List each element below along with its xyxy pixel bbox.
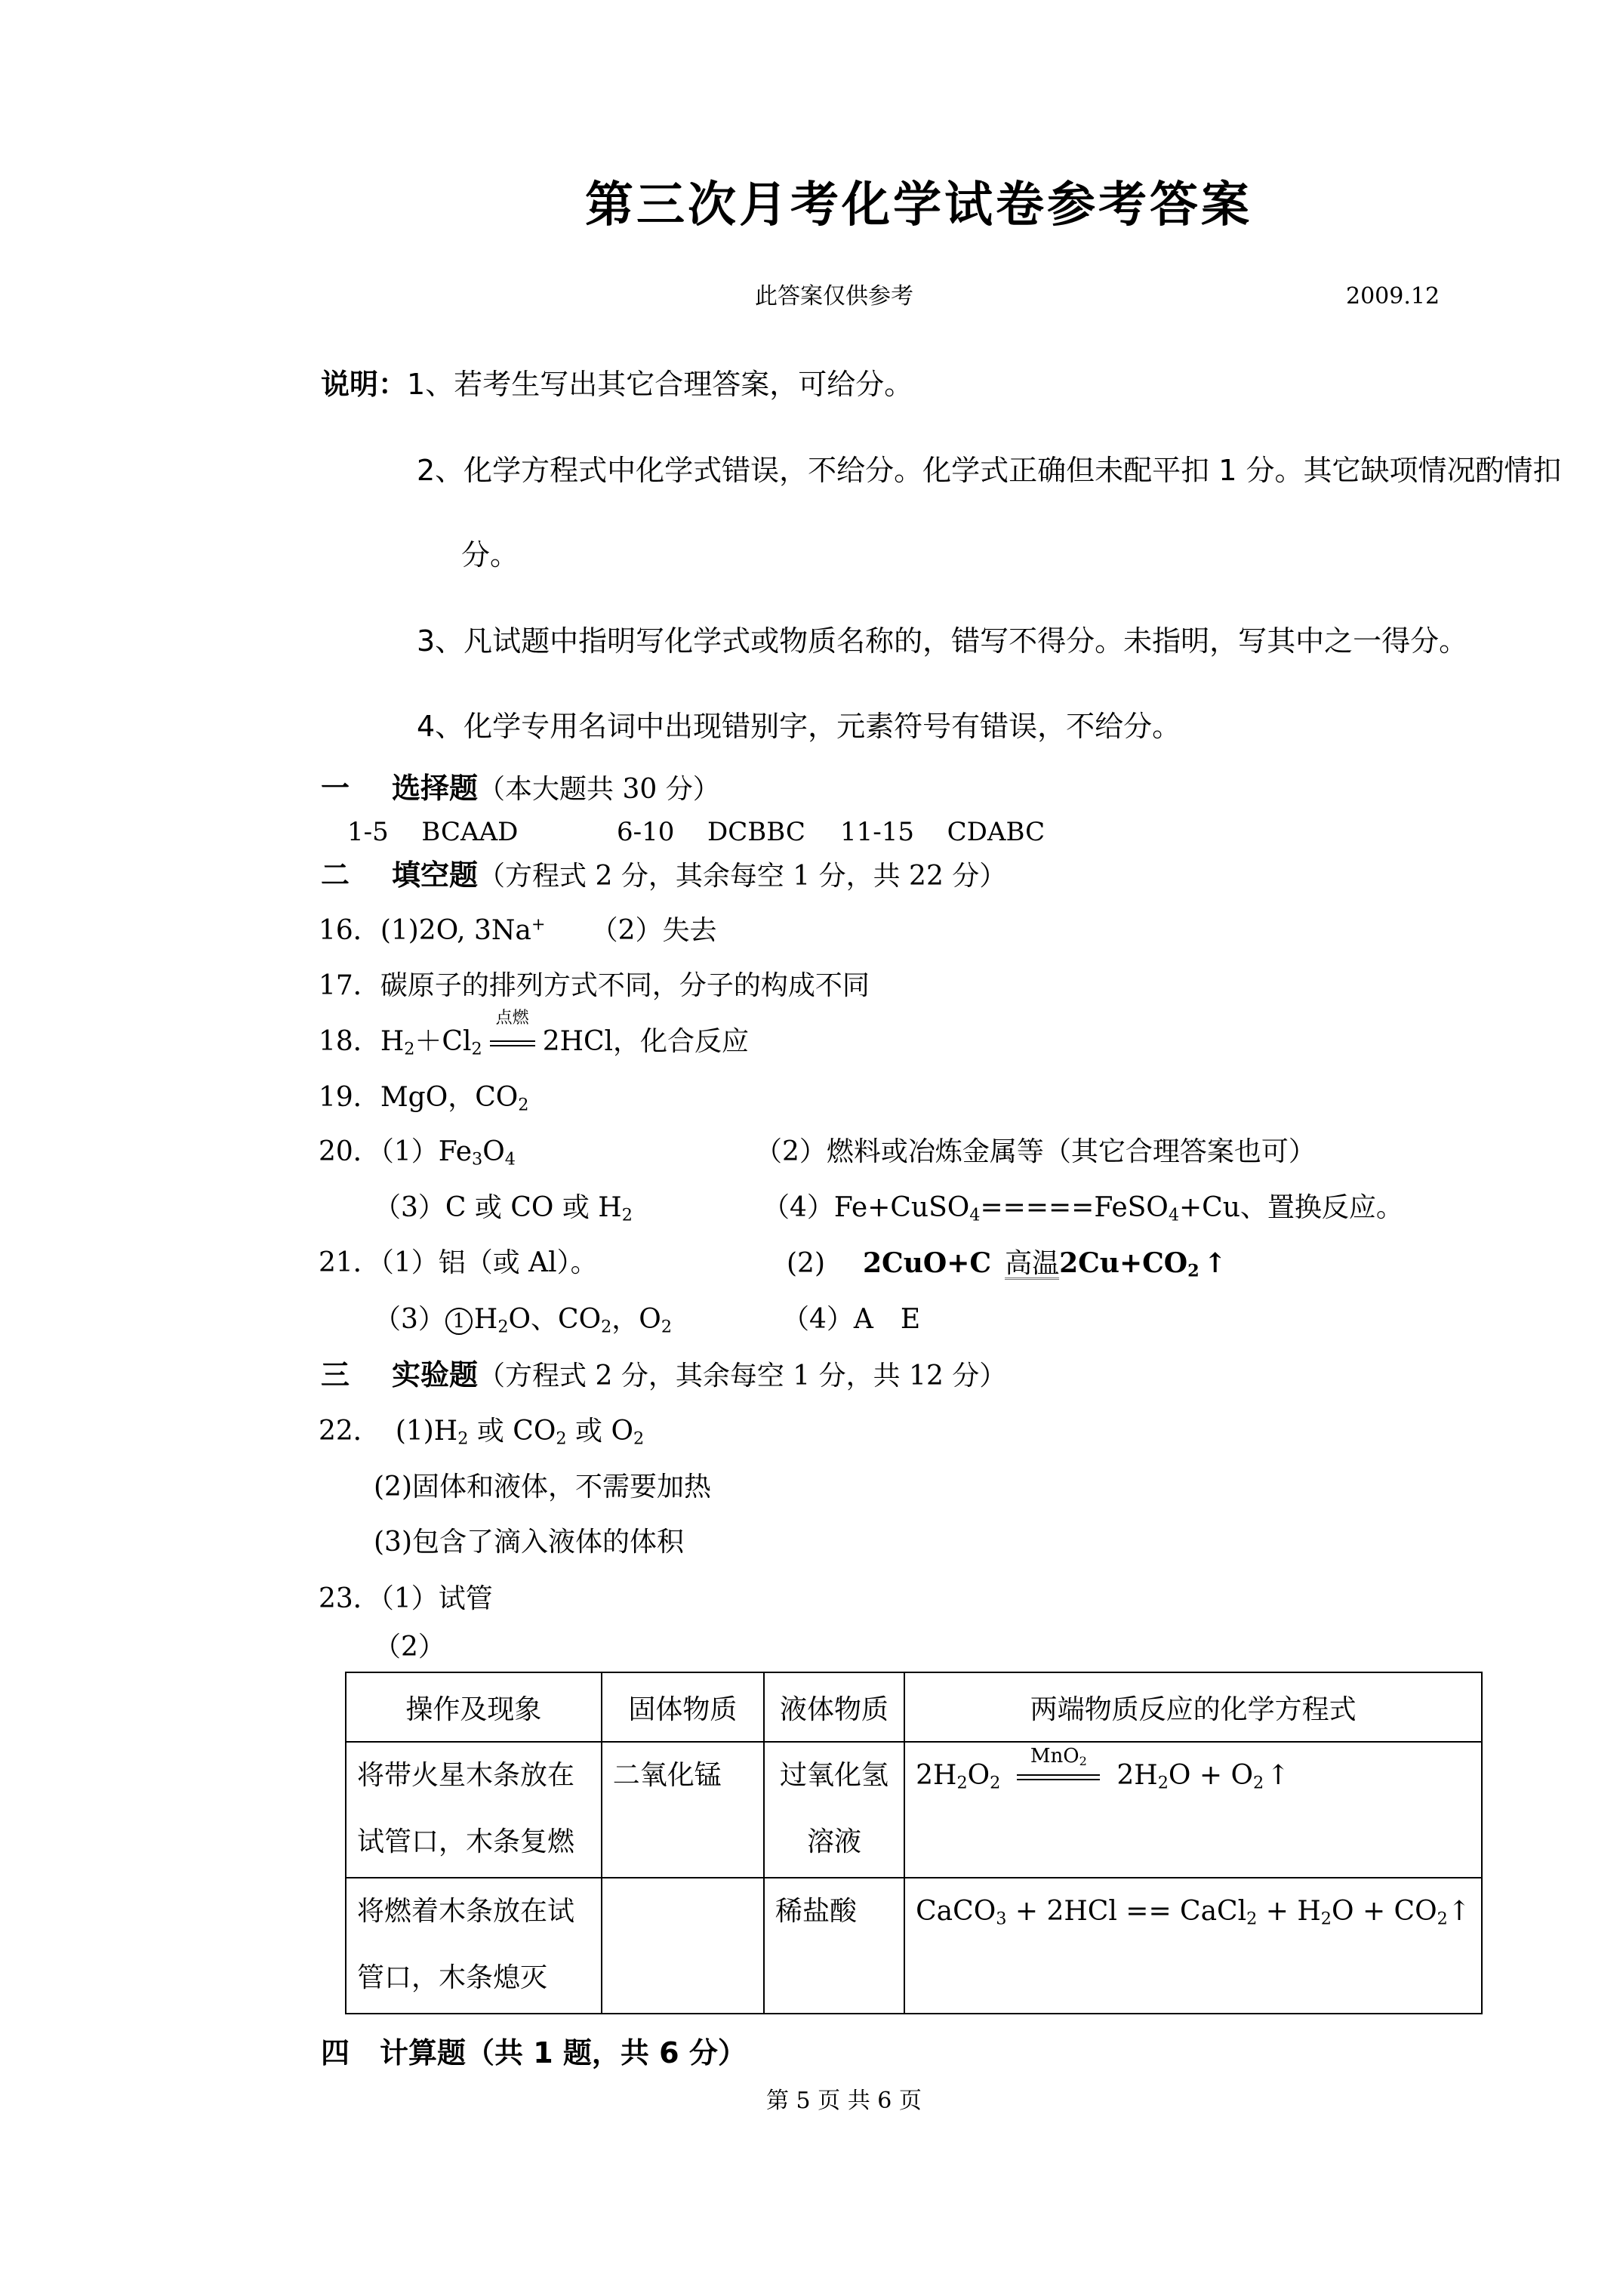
q18-product: 2HCl，化合反应 [542, 1026, 750, 1057]
row1-eq-sub1: 2 [956, 1773, 968, 1793]
section2-number: 二 [321, 858, 350, 892]
table-cell-equation [904, 1742, 1482, 1878]
section1-note: （本大题共 30 分） [478, 774, 720, 805]
row2-eq-a: CaCO [916, 1896, 996, 1927]
header-note: 此答案仅供参考 [755, 283, 913, 310]
row2-eq-gas-arrow: ↑ [1447, 1896, 1471, 1927]
q22-part2: (2)固体和液体，不需要加热 [374, 1472, 711, 1502]
row1-eq-catalyst-sub: 2 [1079, 1754, 1087, 1769]
q19-number: 19． [319, 1082, 380, 1113]
row2-eq-b: + 2HCl == CaCl [1006, 1896, 1247, 1927]
q21-part2 [787, 1247, 1227, 1281]
q17-number: 17． [319, 970, 380, 1001]
q18-h-sub: 2 [404, 1039, 415, 1059]
table-header-row [346, 1672, 1482, 1742]
section2-note: （方程式 2 分，其余每空 1 分，共 22 分） [478, 861, 1007, 892]
q21-p3c: ，O [611, 1304, 661, 1335]
q20-part4 [762, 1192, 1403, 1225]
q23-part2: （2） [374, 1632, 445, 1663]
row1-eq-sub4: 2 [1252, 1773, 1264, 1793]
q21-p3b: O、CO [508, 1304, 602, 1335]
q20-p4c: +Cu、置换反应。 [1179, 1192, 1403, 1223]
q21-p2-condition [1005, 1250, 1059, 1280]
q21-part4: （4）A E [782, 1304, 921, 1335]
table-header-cell: 操作及现象 [346, 1672, 602, 1742]
q21-p2-label: (2) [787, 1248, 825, 1279]
q20-p3-sub: 2 [621, 1205, 633, 1225]
mc-answer-1: BCAAD [421, 817, 519, 847]
table-cell-solid [602, 1878, 764, 2014]
q21-p2-condition-text: 高温 [1005, 1248, 1060, 1279]
table-cell-liquid [764, 1742, 904, 1878]
row2-eq-sub1: 3 [996, 1909, 1007, 1929]
page-title: 第三次月考化学试卷参考答案 [585, 177, 1252, 233]
q20-p4-sub1: 4 [969, 1205, 981, 1225]
q22-p1-sub3: 2 [633, 1428, 645, 1449]
table-cell-solid: 二氧化锰 [602, 1742, 764, 1878]
q21-p3-sub3: 2 [661, 1317, 673, 1337]
row2-eq-c: + H [1257, 1896, 1321, 1927]
q21-p3-circled-number: 1 [445, 1308, 473, 1335]
q19 [319, 1082, 529, 1115]
q20-number: 20． [319, 1136, 380, 1167]
row1-operation-line1: 将带火星木条放在 [357, 1760, 575, 1791]
row1-eq-rhs2: O + O [1168, 1760, 1253, 1791]
q20-p1-sub1: 3 [472, 1149, 483, 1170]
section3-title: 实验题 [392, 1358, 479, 1391]
section1-heading [321, 774, 720, 803]
section1-number: 一 [321, 772, 350, 805]
section4-heading [321, 2036, 747, 2069]
q17-answer: 碳原子的排列方式不同，分子的构成不同 [380, 970, 870, 1001]
row2-operation-line2: 管口，木条熄灭 [357, 1962, 548, 1993]
q22-p1-sub1: 2 [457, 1428, 469, 1449]
instructions-item1 [321, 370, 913, 399]
q21-p3-label: （3） [374, 1304, 445, 1335]
q16-answer-2: （2）失去 [590, 915, 717, 946]
q18-cl: ＋Cl [414, 1026, 472, 1057]
q18-cl-sub: 2 [471, 1039, 482, 1059]
q20-p4-sub2: 4 [1168, 1205, 1180, 1225]
section3-heading [321, 1358, 1007, 1391]
row2-eq-sub2: 2 [1246, 1909, 1258, 1929]
section4-number: 四 [321, 2036, 350, 2069]
q18-h: H [380, 1026, 405, 1057]
q23-part1 [319, 1583, 493, 1614]
q20-p1-sub2: 4 [504, 1149, 516, 1170]
table-cell-operation [346, 1742, 602, 1878]
row1-eq-rhs1: 2H [1116, 1760, 1158, 1791]
section2-title: 填空题 [392, 858, 479, 892]
instruction-text-1: 1、若考生写出其它合理答案，可给分。 [407, 368, 913, 401]
q21-p2-gas-arrow: ↑ [1203, 1247, 1227, 1279]
instruction-text-2b: 分。 [461, 538, 519, 572]
section3-note: （方程式 2 分，其余每空 1 分，共 12 分） [478, 1361, 1007, 1391]
mc-range-1: 1-5 [347, 817, 389, 847]
q21-number: 21． [319, 1247, 380, 1278]
q22-number: 22． [319, 1416, 380, 1447]
q20-p4b: =====FeSO [980, 1192, 1169, 1223]
q18 [319, 1009, 750, 1059]
row1-liquid-line2: 溶液 [807, 1826, 862, 1857]
q16-charge: + [531, 914, 546, 935]
q23-p1: （1）试管 [380, 1583, 493, 1614]
row1-eq-condition [1017, 1743, 1100, 1809]
row1-eq-o: O [967, 1760, 990, 1791]
instruction-text-2a: 2、化学方程式中化学式错误，不给分。化学式正确但未配平扣 1 分。其它缺项情况酌情扣 [417, 454, 1562, 487]
q21-part3 [374, 1306, 672, 1335]
row1-eq-sub2: 2 [990, 1773, 1001, 1793]
q21-p3-sub1: 2 [497, 1317, 509, 1337]
mc-answer-3: CDABC [947, 817, 1046, 847]
q22-part3: (3)包含了滴入液体的体积 [374, 1527, 684, 1558]
q18-condition [490, 1009, 535, 1056]
q19-sub: 2 [518, 1095, 529, 1115]
q19-answer: MgO，CO [380, 1082, 519, 1113]
row2-eq-sub3: 2 [1320, 1909, 1332, 1929]
section2-heading [321, 858, 1007, 892]
q21-p1: （1）铝（或 Al）。 [380, 1247, 598, 1278]
section3-number: 三 [321, 1358, 350, 1391]
q16-number: 16． [319, 915, 380, 946]
header-date: 2009.12 [1346, 283, 1440, 310]
q20-p1-o: O [482, 1136, 505, 1167]
table-cell-operation [346, 1878, 602, 2014]
q22-p1-sub2: 2 [556, 1428, 567, 1449]
q20-part2: （2）燃料或冶炼金属等（其它合理答案也可） [755, 1136, 1316, 1167]
q22-part1 [319, 1416, 645, 1449]
row1-liquid-line1: 过氧化氢 [780, 1760, 889, 1791]
row1-equation [916, 1743, 1471, 1809]
row1-eq-sub3: 2 [1157, 1773, 1169, 1793]
table-row [346, 1878, 1482, 2014]
q18-number: 18． [319, 1026, 380, 1057]
q21-p2-rhs: 2Cu+CO [1059, 1247, 1188, 1279]
q20-p3: （3）C 或 CO 或 H [374, 1192, 622, 1223]
mc-answers-2 [617, 819, 805, 845]
instruction-text-3: 3、凡试题中指明写化学式或物质名称的，错写不得分。未指明，写其中之一得分。 [417, 624, 1468, 658]
table-cell-equation [904, 1878, 1482, 2014]
mc-answers [347, 819, 518, 845]
q22-p1c: 或 O [566, 1416, 633, 1447]
q17 [319, 972, 870, 1000]
row2-operation-line1: 将燃着木条放在试 [357, 1896, 575, 1927]
q20-p4a: （4）Fe+CuSO [762, 1192, 970, 1223]
q16-answer-1: (1)2O, 3Na [380, 915, 531, 946]
section1-title: 选择题 [392, 772, 479, 805]
row2-equation [916, 1878, 1471, 1945]
q21-p2-sub: 2 [1187, 1261, 1200, 1281]
q21-p3a: H [473, 1304, 498, 1335]
page-footer: 第 5 页 共 6 页 [766, 2088, 922, 2114]
row2-eq-d: O + CO [1331, 1896, 1437, 1927]
row2-eq-sub4: 2 [1437, 1909, 1448, 1929]
table-row [346, 1742, 1482, 1878]
q21-p2-lhs: 2CuO+C [863, 1247, 992, 1279]
row1-operation-line2: 试管口，木条复燃 [357, 1826, 575, 1857]
instruction-text-4: 4、化学专用名词中出现错别字，元素符号有错误，不给分。 [417, 710, 1181, 743]
q20-p1: （1）Fe [380, 1136, 473, 1167]
row1-eq-gas-arrow: ↑ [1267, 1760, 1290, 1791]
table-cell-liquid: 稀盐酸 [764, 1878, 904, 2014]
q18-equals-sign [490, 1040, 535, 1046]
section4-title: 计算题（共 1 题，共 6 分） [380, 2036, 747, 2069]
mc-answers-3 [840, 819, 1045, 845]
mc-range-3: 11-15 [840, 817, 915, 847]
q22-p1b: 或 CO [468, 1416, 556, 1447]
q21-p3-sub2: 2 [601, 1317, 612, 1337]
q18-condition-text: 点燃 [495, 1009, 529, 1028]
table-header-cell: 固体物质 [602, 1672, 764, 1742]
answer-table [345, 1672, 1483, 2014]
row1-eq-catalyst: MnO [1030, 1745, 1079, 1767]
q20-part1 [319, 1136, 516, 1170]
q22-p1a: (1)H [395, 1416, 458, 1447]
mc-answer-2: DCBBC [707, 817, 805, 847]
table-header-cell: 两端物质反应的化学方程式 [904, 1672, 1482, 1742]
instructions-label: 说明： [321, 368, 408, 401]
mc-range-2: 6-10 [617, 817, 675, 847]
q23-number: 23． [319, 1583, 380, 1614]
q16 [319, 914, 717, 946]
q21-part1 [319, 1247, 598, 1278]
row1-eq-lhs: 2H [916, 1760, 957, 1791]
table-header-cell: 液体物质 [764, 1672, 904, 1742]
q20-part3 [374, 1192, 633, 1225]
